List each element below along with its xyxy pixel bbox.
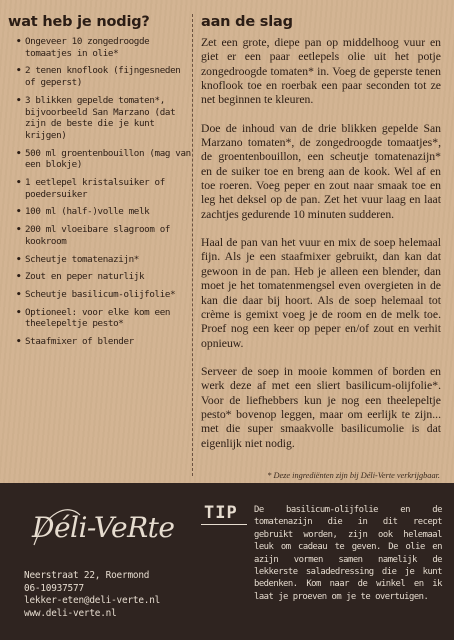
ingredient-text: Ongeveer 10 zongedroogde tomaatjes in olie* xyxy=(25,36,150,59)
ingredient-text: 3 blikken gepelde tomaten*, bijvoorbeeld San Marzano (dat zijn de beste die je kunt krijgen) xyxy=(25,94,176,141)
deli-verte-logo: Déli-VeRte xyxy=(32,511,174,544)
ingredient-item xyxy=(16,254,192,266)
ingredient-item xyxy=(16,95,192,142)
bullet-icon: • xyxy=(16,306,22,318)
ingredient-text: 2 tenen knoflook (fijngesneden of geperst) xyxy=(25,65,181,89)
ingredient-item xyxy=(16,206,192,218)
method-paragraph: Zet een grote, diepe pan op middelhoog vuur en giet er een paar eetlepels olie uit het potje zongedroogde tomaten* in. Voeg de geperste tenen knoflook toe en roerbak een paar seconden tot ze net beginnen te kleuren. xyxy=(201,36,441,107)
bullet-icon: • xyxy=(16,271,22,283)
bullet-icon: • xyxy=(16,36,22,47)
ingredient-text: Staafmixer of blender xyxy=(25,336,134,348)
tip-label: TIP xyxy=(204,503,238,523)
ingredient-text: Scheutje basilicum-olijfolie* xyxy=(25,288,176,300)
ingredients-list xyxy=(16,36,192,348)
tip-underline xyxy=(201,524,247,525)
ingredient-item xyxy=(16,336,192,348)
bullet-icon: • xyxy=(16,288,22,300)
method-paragraph: Serveer de soep in mooie kommen of borden en werk deze af met een sliert basilicum-olijfolie*. Voor de liefhebbers kun je nog een theelepeltje pesto* bovenop leggen, maar om eerlijk te zijn... met die super smaakvolle basilicumolie is dat eigenlijk niet nodig. xyxy=(201,364,441,450)
logo-flourish-icon xyxy=(28,501,178,551)
ingredient-text: 1 eetlepel kristalsuiker of poedersuiker xyxy=(25,177,165,200)
bullet-icon: • xyxy=(16,253,22,265)
ingredient-text: 200 ml vloeibare slagroom of kookroom xyxy=(25,224,171,247)
footer-panel xyxy=(0,483,454,640)
phone-number: 06-10937577 xyxy=(24,582,84,594)
bullet-icon: • xyxy=(16,94,22,106)
ingredient-item xyxy=(16,148,192,171)
method-heading: aan de slag xyxy=(201,14,293,30)
ingredient-item xyxy=(16,271,192,283)
method-paragraph: Doe de inhoud van de drie blikken gepelde San Marzano tomaten*, de zongedroogde tomaatjes*, de groentenbouillon, een scheutje tomatenazijn* en de suiker toe en breng aan de kook. Wel af en toe roeren. Voeg peper en zout naar smaak toe en leg het deksel op de pan. Zet het vuur laag en laat zachtjes gedurende 10 minuten sudderen. xyxy=(201,121,441,221)
bullet-icon: • xyxy=(16,336,22,348)
website: www.deli-verte.nl xyxy=(24,608,117,620)
contact-info xyxy=(24,570,194,621)
bullet-icon: • xyxy=(16,147,22,159)
footnote: * Deze ingrediënten zijn bij Déli-Verte verkrijgbaar. xyxy=(267,471,440,480)
ingredient-text: Zout en peper naturlijk xyxy=(25,271,145,283)
ingredient-text: Optioneel: voor elke kom een theelepeltje pesto* xyxy=(25,306,171,330)
tip-text: De basilicum-olijfolie en de tomatenazijn die in dit recept gebruikt worden, zijn ook helemaal leuk om cadeau te geven. De olie en azijn vormen samen namelijk de lekkerste saladedressing die je kunt bedenken. Kom naar de winkel en ik laat je proeven om je te overtuigen. xyxy=(254,505,442,602)
ingredient-text: 100 ml (half-)volle melk xyxy=(25,206,150,218)
ingredient-text: Scheutje tomatenazijn* xyxy=(25,253,139,265)
ingredient-item xyxy=(16,36,192,59)
address: Neerstraat 22, Roermond xyxy=(24,570,150,581)
bullet-icon: • xyxy=(16,224,22,236)
email-address: lekker-eten@deli-verte.nl xyxy=(24,595,161,607)
method-paragraph: Haal de pan van het vuur en mix de soep helemaal fijn. Als je een staafmixer gebruikt, dan kan dat gewoon in de pan. Heb je alleen een blender, dan moet je het tomatenmengsel even overgieten in de kan die daar bij hoort. Als de soep helemaal tot crème is gemixt voeg je de room en de melk toe. Proef nog een keer op peper en/of zout en verhit opnieuw. xyxy=(201,236,441,350)
ingredient-item xyxy=(16,224,192,247)
bullet-icon: • xyxy=(16,206,22,218)
ingredient-item xyxy=(16,307,192,330)
ingredient-item xyxy=(16,289,192,301)
bullet-icon: • xyxy=(16,177,22,189)
ingredient-text: 500 ml groentenbouillon (mag van een blokje) xyxy=(25,147,191,171)
ingredient-item xyxy=(16,177,192,200)
method-column xyxy=(201,14,441,465)
bullet-icon: • xyxy=(16,65,22,77)
ingredient-item xyxy=(16,65,192,88)
ingredients-heading: wat heb je nodig? xyxy=(8,14,150,30)
ingredients-column xyxy=(8,14,193,476)
